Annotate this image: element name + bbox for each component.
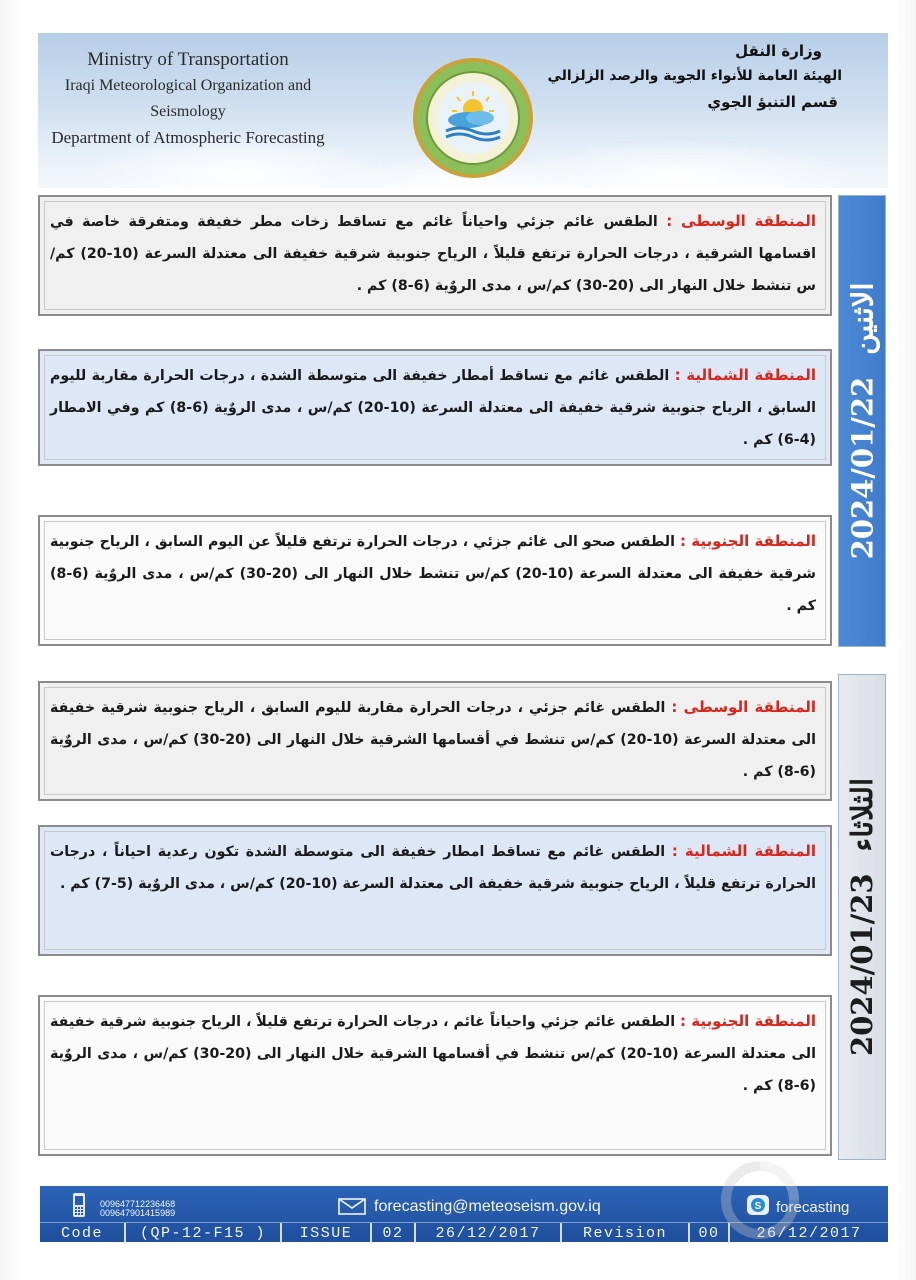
ministry-name-ar: وزارة النقل: [735, 42, 822, 60]
region-label: المنطقة الوسطى :: [671, 698, 816, 716]
forecast-text: الطقس صحو الى غائم جزئي ، درجات الحرارة ترتفع قليلاً عن اليوم السابق ، الرياح جنوبية شرقية خفيفة الى معتدلة السرعة (10-20) كم/س تنشط خلال النهار الى (20-30) كم/س ، مدى الروٌية (6-8) كم .: [50, 534, 816, 614]
department-name-ar: قسم التنبؤ الجوي: [707, 93, 838, 111]
skype-handle[interactable]: forecasting: [776, 1199, 850, 1216]
forecast-text: الطقس غائم مع تساقط أمطار خفيفة الى متوسطة الشدة ، درجات الحرارة مقاربة لليوم السابق ، الرياح جنوبية شرقية خفيفة الى معتدلة السرعة (10-20) كم/س ، مدى الروٌية (6-8) كم وفي الامطار (4-6) كم .: [50, 368, 816, 448]
revision-label: Revision: [562, 1223, 690, 1243]
revision-date: 26/12/2017: [756, 1224, 862, 1242]
forecast-box-central-day2: [38, 681, 832, 801]
day-date: 2024/01/23: [845, 873, 880, 1057]
forecast-text: الطقس غائم جزئي واحياناً غائم ، درجات الحرارة ترتفع قليلاً ، الرياح جنوبية شرقية خفيفة الى معتدلة السرعة (10-20) كم/س تنشط في أقسامها الشرقية خلال النهار الى (20-30) كم/س ، مدى الروٌية (6-8) كم .: [50, 1014, 816, 1094]
svg-text:S: S: [754, 1201, 762, 1212]
meteorological-seal-icon: [412, 57, 534, 179]
region-label: المنطقة الجنوبية :: [679, 532, 816, 550]
forecast-box-north-day1: [38, 349, 832, 466]
issue-date: 26/12/2017: [416, 1223, 562, 1243]
organization-name-ar: الهيئة العامة للأنواء الجوية والرصد الزلزالي: [547, 68, 842, 84]
phone-numbers: [100, 1200, 175, 1218]
revision-value: 00: [690, 1223, 730, 1243]
code-label: Code: [40, 1223, 126, 1243]
phone-number: 009647901415989: [100, 1208, 176, 1218]
watermark-logo-icon: [708, 1150, 888, 1260]
header-banner: [38, 33, 888, 188]
region-label: المنطقة الوسطى :: [666, 212, 816, 230]
issue-value: 02: [372, 1223, 416, 1243]
department-name-en: Department of Atmospheric Forecasting: [51, 128, 325, 147]
issue-label: ISSUE: [282, 1223, 372, 1243]
forecast-text: الطقس غائم جزئي ، درجات الحرارة مقاربة لليوم السابق ، الرياح جنوبية شرقية خفيفة الى معتدلة السرعة (10-20) كم/س تنشط في أقسامها الشرقية خلال النهار الى (20-30) كم/س ، مدى الروٌية (6-8) كم .: [50, 700, 816, 780]
forecast-text: الطقس غائم جزئي واحياناً غائم مع تساقط زخات مطر خفيفة ومتفرقة خاصة في اقسامها الشرقية ، درجات الحرارة ترتفع قليلاً ، الرياح جنوبية شرقية خفيفة الى معتدلة السرعة (10-20) كم/س تنشط خلال النهار الى (20-30) كم/س ، مدى الروٌية (6-8) كم .: [50, 214, 816, 294]
day-date: 2024/01/22: [845, 376, 880, 560]
day-weekday: الاثنين: [845, 282, 880, 355]
forecast-box-south-day1: [38, 515, 832, 646]
forecast-box-central-day1: [38, 195, 832, 316]
region-label: المنطقة الجنوبية :: [680, 1012, 816, 1030]
region-label: المنطقة الشمالية :: [674, 366, 816, 384]
contact-email[interactable]: forecasting@meteoseism.gov.iq: [374, 1198, 601, 1215]
forecast-box-north-day2: [38, 825, 832, 956]
forecast-text: الطقس غائم مع تساقط امطار خفيفة الى متوسطة الشدة تكون رعدية احياناً ، درجات الحرارة ترتفع قليلاً ، الرياح جنوبية شرقية خفيفة الى معتدلة السرعة (10-20) كم/س ، مدى الروٌية (5-7) كم .: [50, 844, 816, 892]
region-label: المنطقة الشمالية :: [671, 842, 816, 860]
header-arabic: [542, 39, 842, 115]
header-english: [38, 47, 338, 151]
phone-number: 009647712236468: [100, 1199, 176, 1209]
day-band-tuesday: [838, 674, 886, 1160]
code-value: (QP-12-F15 ): [126, 1223, 282, 1243]
forecast-box-south-day2: [38, 995, 832, 1156]
mobile-phone-icon: [72, 1192, 86, 1218]
organization-name-en: Iraqi Meteorological Organization and Seismology: [64, 77, 312, 120]
envelope-icon: [338, 1198, 366, 1215]
ministry-name-en: Ministry of Transportation: [87, 49, 289, 70]
day-weekday: الثلاثاء: [845, 777, 880, 852]
day-band-monday: [838, 195, 886, 647]
